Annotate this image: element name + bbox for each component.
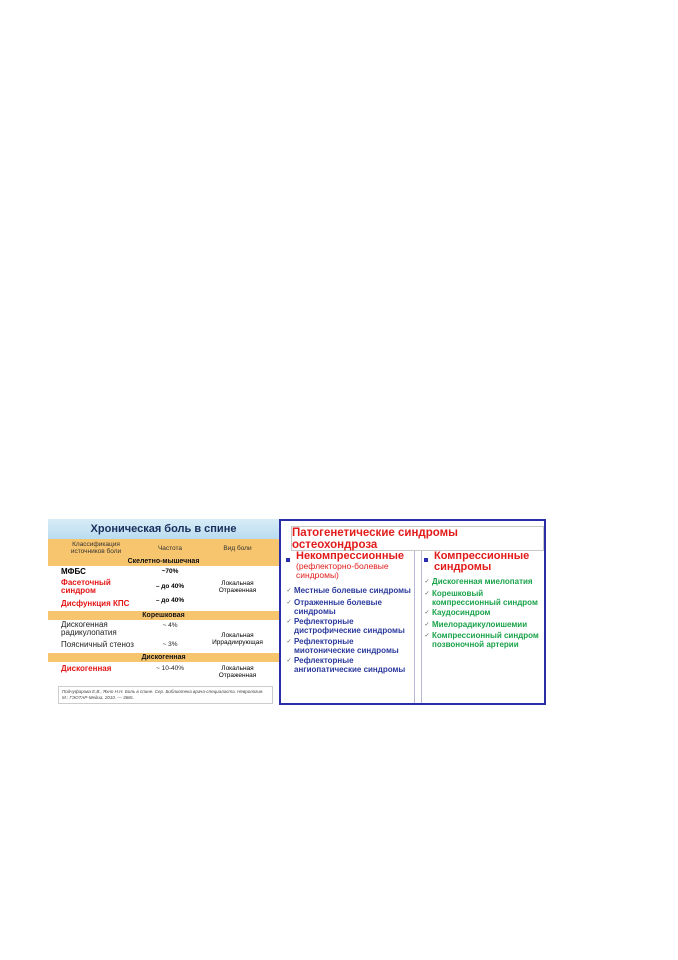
checkmark-icon: ✓: [286, 588, 292, 594]
row-freq: ~ 4%: [162, 621, 178, 629]
list-item: ✓ Каудосиндром: [422, 608, 545, 618]
list-item: ✓ Компрессионный синдром позвоночной артерии: [422, 631, 545, 649]
row-freq: ~ 3%: [162, 641, 178, 648]
compression-column: [421, 551, 545, 703]
row-pain-type: Локальная Отраженная: [218, 579, 257, 594]
checkmark-icon: ✓: [286, 599, 292, 606]
list-item: ✓ Миелорадикулоишемии: [422, 620, 545, 630]
table-row: [48, 566, 279, 577]
table-row: [48, 662, 279, 681]
row-freq: – до 40%: [155, 583, 185, 590]
reference-citation: Подчуфарова Е.В., Яхно Н.Н. Боль в спине. Сер. Библиотека врача-специалиста. Неврология. М.: ГЭОТАР-Медиа, 2010. — 368с.: [58, 686, 273, 704]
square-bullet-icon: [424, 558, 428, 562]
checkmark-icon: ✓: [286, 658, 292, 664]
syndrome-list: [284, 586, 414, 674]
list-item: ✓ Дискогенная миелопатия: [422, 577, 545, 587]
row-name: Фасеточный синдром: [61, 577, 111, 595]
pathogenetic-syndromes-slide: [279, 519, 546, 705]
checkmark-icon: ✓: [424, 633, 430, 639]
table-header: [48, 539, 279, 557]
row-freq: – до 40%: [155, 597, 185, 604]
checkmark-icon: ✓: [286, 638, 292, 645]
table-row: [48, 596, 279, 611]
slide-title: Хроническая боль в спине: [48, 519, 279, 539]
table-row: [48, 577, 279, 596]
row-pain-type: Локальная Отраженная: [218, 664, 257, 679]
checkmark-icon: ✓: [424, 610, 430, 616]
column-heading: Некомпрессионные: [296, 550, 404, 562]
list-item: ✓ Рефлекторные миотонические синдромы: [284, 637, 414, 655]
row-name: Дисфункция КПС: [61, 598, 130, 608]
table-row: [48, 631, 279, 651]
row-name: МФБС: [61, 566, 86, 576]
checkmark-icon: ✓: [286, 619, 292, 625]
list-item: ✓ Корешковый компрессионный синдром: [422, 589, 545, 607]
row-name: Дискогенная: [61, 663, 112, 673]
row-freq: ~ 10-40%: [155, 665, 184, 672]
header-frequency: Частота: [157, 544, 183, 552]
row-freq: ~70%: [161, 568, 179, 575]
syndrome-list: [422, 577, 545, 649]
section-radicular: Корешковая: [48, 611, 279, 620]
column-heading: Компрессионные синдромы: [434, 550, 530, 573]
list-item: ✓ Рефлекторные ангиопатические синдромы: [284, 656, 414, 674]
checkmark-icon: ✓: [424, 590, 430, 597]
row-pain-type: Локальная Иррадиирующая: [212, 631, 263, 646]
row-name: Дискогенная радикулопатия: [61, 620, 117, 637]
row-name: Поясничный стеноз: [61, 639, 134, 649]
header-pain-type: Вид боли: [223, 544, 252, 552]
section-musculoskeletal: Скелетно-мышечная: [48, 557, 279, 566]
checkmark-icon: ✓: [424, 621, 430, 628]
column-subheading: (рефлекторно-болевые синдромы): [296, 561, 389, 580]
square-bullet-icon: [286, 558, 290, 562]
checkmark-icon: ✓: [424, 579, 430, 585]
section-discogenic: Дискогенная: [48, 653, 279, 662]
list-item: ✓ Рефлекторные дистрофические синдромы: [284, 617, 414, 635]
chronic-back-pain-slide: [48, 519, 279, 705]
header-classification: Классификация источников боли: [70, 541, 122, 555]
list-item: ✓ Местные болевые синдромы: [284, 586, 414, 596]
list-item: ✓ Отраженные болевые синдромы: [284, 598, 414, 616]
noncompression-column: [284, 551, 415, 703]
slide-title: Патогенетические синдромы остеохондроза: [291, 526, 544, 551]
